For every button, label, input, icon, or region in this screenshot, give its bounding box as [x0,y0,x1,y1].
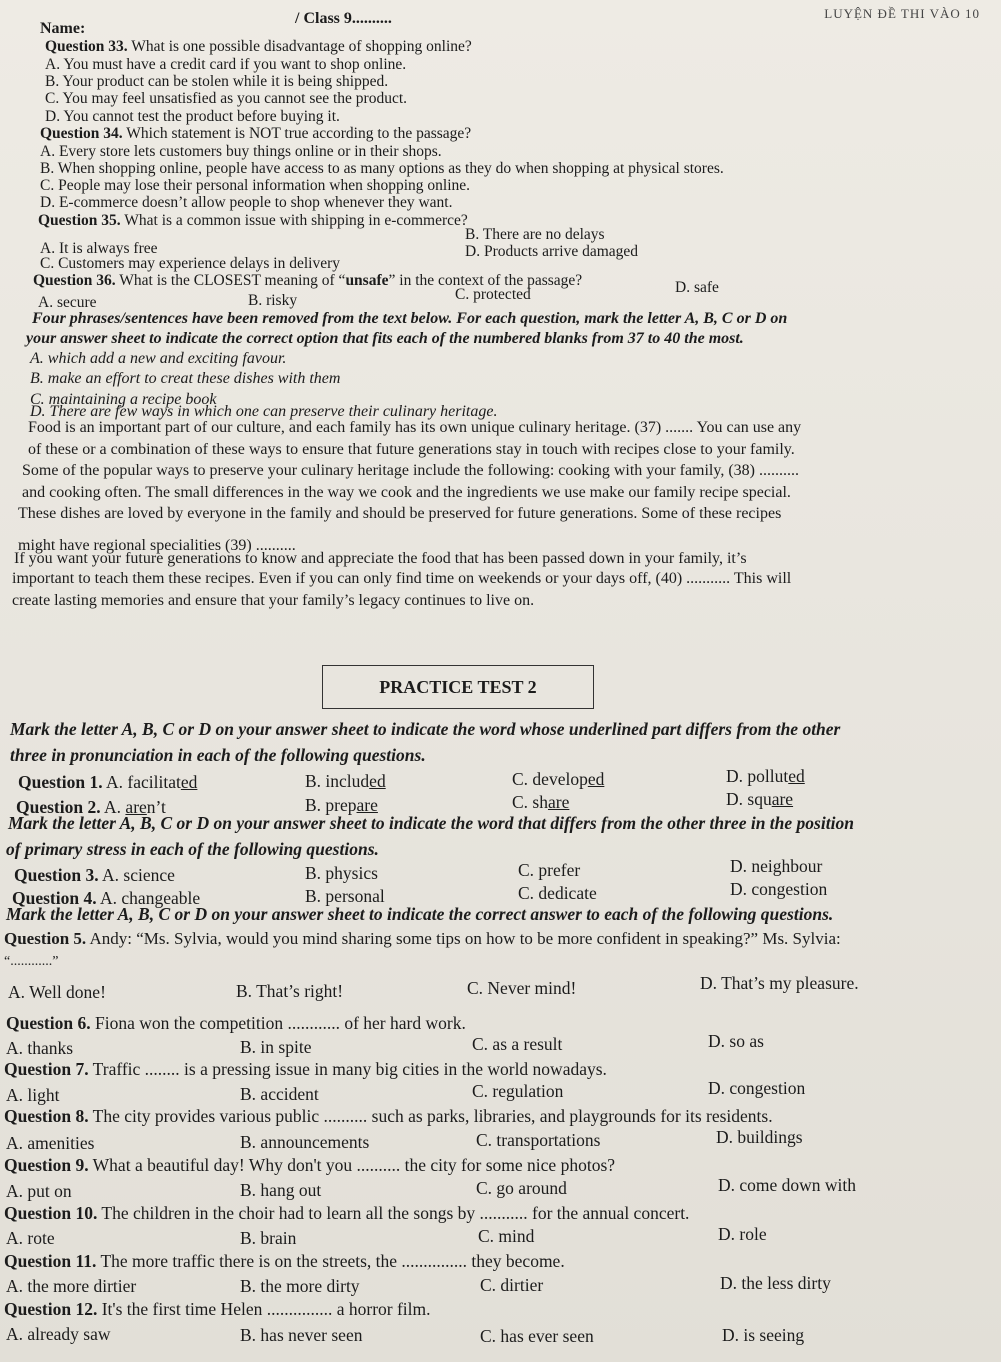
pq12-option-c: C. has ever seen [480,1326,594,1346]
pq1-c-text: C. develop [512,769,588,789]
pq12-text: It's the first time Helen ............... a horror film. [97,1299,431,1319]
q35-question [38,212,468,230]
pq1-c-underlined: ed [587,769,605,789]
instruction-stress: Mark the letter A, B, C or D on your answer sheet to indicate the word that differs from the other three in the position [8,813,854,833]
pq9-stem: Question 9. [4,1155,89,1175]
pq11-option-b: B. the more dirty [240,1276,360,1296]
q33-stem: Question 33. [45,38,128,55]
pq2-d-underlined: are [771,789,794,809]
pq11-question [4,1251,565,1272]
phrase-option-a: A. which add a new and exciting favour. [30,350,287,367]
instruction-correct-answer: Mark the letter A, B, C or D on your answer sheet to indicate the correct answer to each of the following questions. [6,904,834,924]
pq2-d-text: D. squ [726,789,772,809]
q34-text: Which statement is NOT true according to the passage? [122,125,472,142]
pq9-option-d: D. come down with [718,1175,857,1195]
passage-line: If you want your future generations to know and appreciate the food that has been passed down in your family, it’s [14,550,747,567]
pq9-text: What a beautiful day! Why don't you .......... the city for some nice photos? [88,1155,616,1175]
q35-option-c: C. Customers may experience delays in delivery [40,255,341,272]
q36-option-c: C. protected [455,286,531,303]
q36-text-pre: What is the CLOSEST meaning of “ [115,272,346,289]
pq2-option-d [726,789,793,810]
pq6-option-c: C. as a result [472,1034,563,1054]
q33-option-d: D. You cannot test the product before buying it. [45,108,340,125]
pq6-option-a: A. thanks [6,1038,74,1058]
pq7-text: Traffic ........ is a pressing issue in many big cities in the world nowadays. [88,1059,607,1079]
q35-text: What is a common issue with shipping in e-commerce? [120,212,468,229]
pq5-stem: Question 5. [4,929,87,948]
q33-question [45,38,472,56]
pq6-question [6,1013,466,1034]
passage-line: create lasting memories and ensure that your family’s legacy continues to live on. [12,592,535,609]
pq7-option-d: D. congestion [708,1078,806,1098]
q36-option-b: B. risky [248,292,298,309]
instruction-pronunciation-b: three in pronunciation in each of the following questions. [10,745,426,765]
pq1-stem: Question 1. [18,772,103,792]
pq10-option-d: D. role [718,1224,767,1244]
pq5-option-b: B. That’s right! [236,981,344,1001]
q36-stem: Question 36. [33,272,116,289]
pq12-stem: Question 12. [4,1299,98,1319]
pq4-option-a: A. changeable [100,888,201,908]
passage-line: Food is an important part of our culture, and each family has its own unique culinary heritage. (37) ....... You can use any [28,419,802,436]
passage-line: might have regional specialities (39) .......... [18,537,296,554]
phrase-option-d: D. There are few ways in which one can preserve their culinary heritage. [30,403,498,420]
pq6-option-d: D. so as [708,1031,764,1051]
name-label: Name: [40,20,86,37]
pq2-b-text: B. prep [305,795,357,815]
pq5-text: Andy: “Ms. Sylvia, would you mind sharing some tips on how to be more confident in speaking?” Ms. Sylvia: [86,929,841,948]
q33-option-c: C. You may feel unsatisfied as you cannot see the product. [45,90,408,107]
q34-question [40,125,471,143]
q35-option-b: B. There are no delays [465,226,605,243]
pq12-option-a: A. already saw [6,1324,111,1344]
q33-option-a: A. You must have a credit card if you want to shop online. [45,56,407,73]
pq1-d-underlined: ed [788,766,805,786]
pq11-text: The more traffic there is on the streets, the ............... they become. [96,1251,565,1271]
pq6-stem: Question 6. [6,1013,91,1033]
pq3-option-d: D. neighbour [730,856,823,876]
pq6-option-b: B. in spite [240,1037,312,1057]
phrase-option-c: C. maintaining a recipe book [30,391,217,408]
passage-line: Some of the popular ways to preserve your culinary heritage include the following: cooking with your family, (38) .......... [22,462,799,479]
pq11-option-c: C. dirtier [480,1275,544,1295]
passage-line: and cooking often. The small differences in the way we cook and the ingredients we use make our family recipe special. [22,484,791,501]
pq5-option-a: A. Well done! [8,982,106,1002]
pq10-question [4,1203,689,1224]
pq4-option-b: B. personal [305,886,385,906]
pq1-option-b [305,771,386,792]
worksheet-header [40,6,980,37]
q34-option-a: A. Every store lets customers buy things online or in their shops. [40,143,442,160]
q36-text-post: ” in the context of the passage? [388,272,583,289]
instruction-stress-b: of primary stress in each of the following questions. [6,839,379,859]
pq7-option-a: A. light [6,1085,60,1105]
pq4-option-c: C. dedicate [518,883,597,903]
pq8-stem: Question 8. [4,1106,89,1126]
pq5-option-c: C. Never mind! [467,978,577,998]
q35-option-a: A. It is always free [40,240,158,257]
pq5-question [4,929,841,949]
pq2-c-underlined: are [547,792,570,812]
pq7-question [4,1059,607,1080]
pq5-option-d: D. That’s my pleasure. [700,973,859,993]
pq3-option-c: C. prefer [518,860,581,880]
pq10-text: The children in the choir had to learn all the songs by ........... for the annual concert. [97,1203,690,1223]
q34-stem: Question 34. [40,125,123,142]
instruction-pronunciation: Mark the letter A, B, C or D on your answer sheet to indicate the word whose underlined part differs from the other [10,719,841,739]
pq2-a-text-post: n’t [146,797,166,817]
pq8-question [4,1106,773,1127]
pq12-option-b: B. has never seen [240,1325,363,1345]
pq4-stem: Question 4. [12,888,97,908]
pq10-option-a: A. rote [6,1228,55,1248]
pq11-option-a: A. the more dirtier [6,1276,137,1296]
pq10-stem: Question 10. [4,1203,98,1223]
q35-stem: Question 35. [38,212,121,229]
pq1-option-a [106,772,197,792]
practice-test-title: PRACTICE TEST 2 [379,676,537,697]
pq1-option-c [512,769,604,790]
pq9-option-c: C. go around [476,1178,567,1198]
pq4-option-d: D. congestion [730,879,828,899]
pq10-option-c: C. mind [478,1226,535,1246]
pq12-question [4,1299,431,1320]
pq2-a-underlined: are [125,797,147,817]
pq2-a-text: A. [104,797,126,817]
pq2-option-c [512,792,569,813]
pq3-option-b: B. physics [305,863,378,883]
pq8-option-c: C. transportations [476,1130,601,1150]
q36-option-a: A. secure [38,294,97,311]
pq11-stem: Question 11. [4,1251,97,1271]
pq2-c-text: C. sh [512,792,548,812]
pq7-stem: Question 7. [4,1059,89,1079]
q35-option-d: D. Products arrive damaged [465,243,639,260]
practice-test-title-box [322,665,594,709]
pq9-option-a: A. put on [6,1181,72,1201]
instruction-37-40-b: your answer sheet to indicate the correct option that fits each of the numbered blanks from 37 to 40 the most. [26,330,744,347]
pq1-row [18,772,197,793]
pq2-b-underlined: are [356,795,378,815]
pq12-option-d: D. is seeing [722,1325,805,1345]
pq7-option-b: B. accident [240,1084,319,1104]
pq2-stem: Question 2. [16,797,101,817]
pq3-row [14,865,175,886]
pq1-b-text: B. includ [305,771,370,791]
pq1-b-underlined: ed [369,771,386,791]
pq1-d-text: D. pollut [726,766,789,786]
pq8-option-b: B. announcements [240,1132,370,1152]
pq3-option-a: A. science [102,865,175,885]
pq8-text: The city provides various public .......... such as parks, libraries, and playgrounds for its residents. [88,1106,773,1126]
pq7-option-c: C. regulation [472,1081,564,1101]
instruction-37-40: Four phrases/sentences have been removed from the text below. For each question, mark the letter A, B, C or D on [32,310,788,327]
top-right-heading: LUYỆN ĐỀ THI VÀO 10 [824,6,980,21]
q34-option-c: C. People may lose their personal information when shopping online. [40,177,471,194]
pq1-option-d [726,766,805,787]
pq8-option-d: D. buildings [716,1127,803,1147]
passage-line: These dishes are loved by everyone in the family and should be preserved for future generations. Some of these recipes [18,505,782,522]
phrase-option-b: B. make an effort to creat these dishes with them [30,370,341,387]
q34-option-d: D. E-commerce doesn’t allow people to shop whenever they want. [40,194,453,211]
pq9-option-b: B. hang out [240,1180,322,1200]
q33-option-b: B. Your product can be stolen while it is being shipped. [45,73,389,90]
pq1-a-underlined: ed [180,772,198,792]
pq10-option-b: B. brain [240,1228,297,1248]
q34-option-b: B. When shopping online, people have access to as many options as they do when shopping at physical stores. [40,160,724,177]
q36-word: unsafe [345,272,389,289]
class-label: / Class 9.......... [295,10,392,27]
pq8-option-a: A. amenities [6,1133,95,1153]
pq11-option-d: D. the less dirty [720,1273,831,1293]
q36-option-d: D. safe [675,279,719,296]
pq5-blank: “............” [4,954,59,969]
passage-line: of these or a combination of these ways to ensure that future generations stay in touch with recipes close to your family. [28,441,795,458]
pq6-text: Fiona won the competition ............ of her hard work. [90,1013,466,1033]
q33-text: What is one possible disadvantage of shopping online? [127,38,472,55]
passage-line: important to teach them these recipes. Even if you can only find time on weekends or your days off, (40) ........... This will [12,570,792,587]
pq3-stem: Question 3. [14,865,99,885]
pq1-a-text: A. facilitat [106,772,181,792]
pq9-question [4,1155,615,1176]
